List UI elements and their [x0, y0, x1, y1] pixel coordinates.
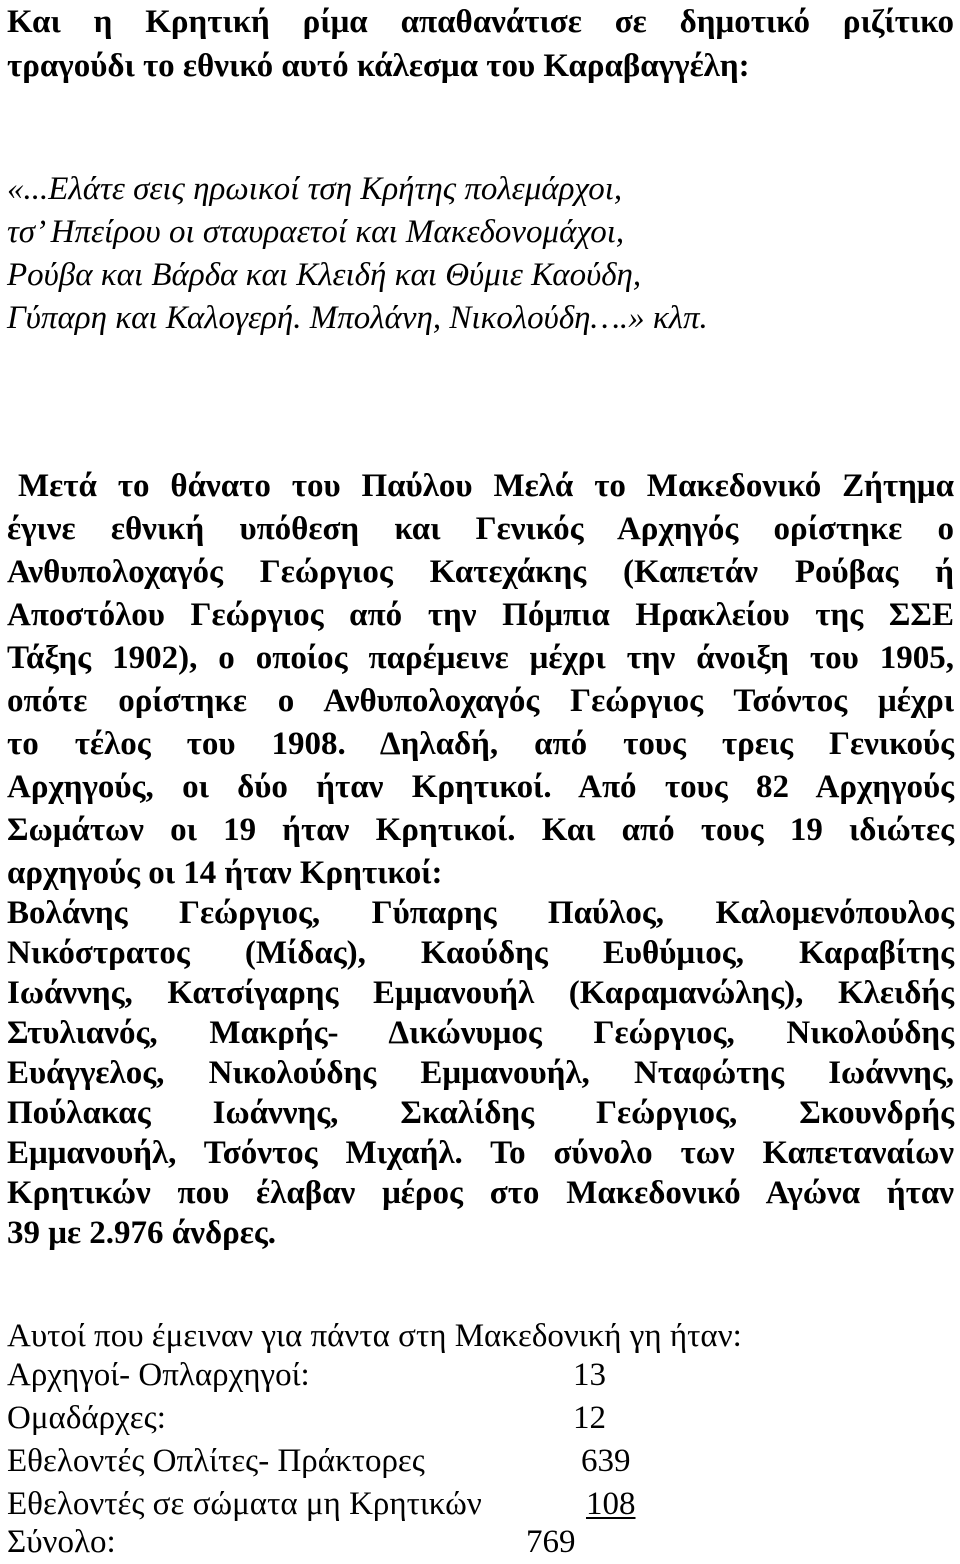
paragraph-line-15: Ευάγγελος, Νικολούδης Εμμανουήλ, Νταφώτης Ιωάννης,: [7, 1055, 954, 1091]
stat-label-non-cretan: Εθελοντές σε σώματα μη Κρητικών: [7, 1486, 482, 1522]
paragraph-line-6: οπότε ορίστηκε ο Ανθυπολοχαγός Γεώργιος Τσόντος μέχρι: [7, 683, 954, 719]
stat-label-squad-leaders: Ομαδάρχες:: [7, 1400, 166, 1436]
paragraph-line-17: Εμμανουήλ, Τσόντος Μιχαήλ. Το σύνολο των Καπεταναίων: [7, 1135, 954, 1171]
stats-heading: Αυτοί που έμειναν για πάντα στη Μακεδονική γη ήταν:: [7, 1318, 742, 1354]
paragraph-line-8: Αρχηγούς, οι δύο ήταν Κρητικοί. Από τους 82 Αρχηγούς: [7, 769, 954, 805]
intro-line-1: Και η Κρητική ρίμα απαθανάτισε σε δημοτικό ριζίτικο: [7, 4, 954, 40]
paragraph-line-4: Αποστόλου Γεώργιος από την Πόμπια Ηρακλείου της ΣΣΕ: [7, 597, 954, 633]
stat-label-leaders: Αρχηγοί- Οπλαρχηγοί:: [7, 1357, 310, 1393]
stat-value-leaders: 13: [573, 1357, 606, 1393]
stat-label-total: Σύνολο:: [7, 1524, 116, 1560]
paragraph-line-19: 39 με 2.976 άνδρες.: [7, 1215, 277, 1251]
poem-line-1: «...Ελάτε σεις ηρωικοί τση Κρήτης πολεμάρχοι,: [7, 171, 623, 207]
paragraph-line-13: Ιωάννης, Κατσίγαρης Εμμανουήλ (Καραμανώλης), Κλειδής: [7, 975, 954, 1011]
paragraph-line-1: Μετά το θάνατο του Παύλου Μελά το Μακεδονικό Ζήτημα: [18, 468, 954, 504]
paragraph-line-12: Νικόστρατος (Μίδας), Καούδης Ευθύμιος, Καραβίτης: [7, 935, 954, 971]
paragraph-line-10: αρχηγούς οι 14 ήταν Κρητικοί:: [7, 855, 443, 891]
paragraph-line-3: Ανθυπολοχαγός Γεώργιος Κατεχάκης (Καπετάν Ρούβας ή: [7, 554, 954, 590]
stat-value-non-cretan: 108: [586, 1486, 636, 1522]
poem-line-3: Ρούβα και Βάρδα και Κλειδή και Θύμιε Καούδη,: [7, 257, 642, 293]
paragraph-line-9: Σωμάτων οι 19 ήταν Κρητικοί. Και από τους 19 ιδιώτες: [7, 812, 954, 848]
paragraph-line-11: Βολάνης Γεώργιος, Γύπαρης Παύλος, Καλομενόπουλος: [7, 895, 954, 931]
poem-line-2: τσ’ Ηπείρου οι σταυραετοί και Μακεδονομάχοι,: [7, 214, 625, 250]
paragraph-line-5: Τάξης 1902), ο οποίος παρέμεινε μέχρι την άνοιξη του 1905,: [7, 640, 954, 676]
stat-value-squad-leaders: 12: [573, 1400, 606, 1436]
poem-line-4: Γύπαρη και Καλογερή. Μπολάνη, Νικολούδη….» κλπ.: [7, 300, 708, 336]
intro-line-2: τραγούδι το εθνικό αυτό κάλεσμα του Καραβαγγέλη:: [7, 48, 750, 84]
stat-value-volunteers: 639: [581, 1443, 631, 1479]
stat-value-total: 769: [526, 1524, 576, 1560]
stat-label-volunteers: Εθελοντές Οπλίτες- Πράκτορες: [7, 1443, 425, 1479]
paragraph-line-14: Στυλιανός, Μακρής- Δικώνυμος Γεώργιος, Νικολούδης: [7, 1015, 954, 1051]
paragraph-line-7: το τέλος του 1908. Δηλαδή, από τους τρεις Γενικούς: [7, 726, 954, 762]
paragraph-line-16: Πούλακας Ιωάννης, Σκαλίδης Γεώργιος, Σκουνδρής: [7, 1095, 954, 1131]
paragraph-line-2: έγινε εθνική υπόθεση και Γενικός Αρχηγός ορίστηκε ο: [7, 511, 954, 547]
paragraph-line-18: Κρητικών που έλαβαν μέρος στο Μακεδονικό Αγώνα ήταν: [7, 1175, 954, 1211]
